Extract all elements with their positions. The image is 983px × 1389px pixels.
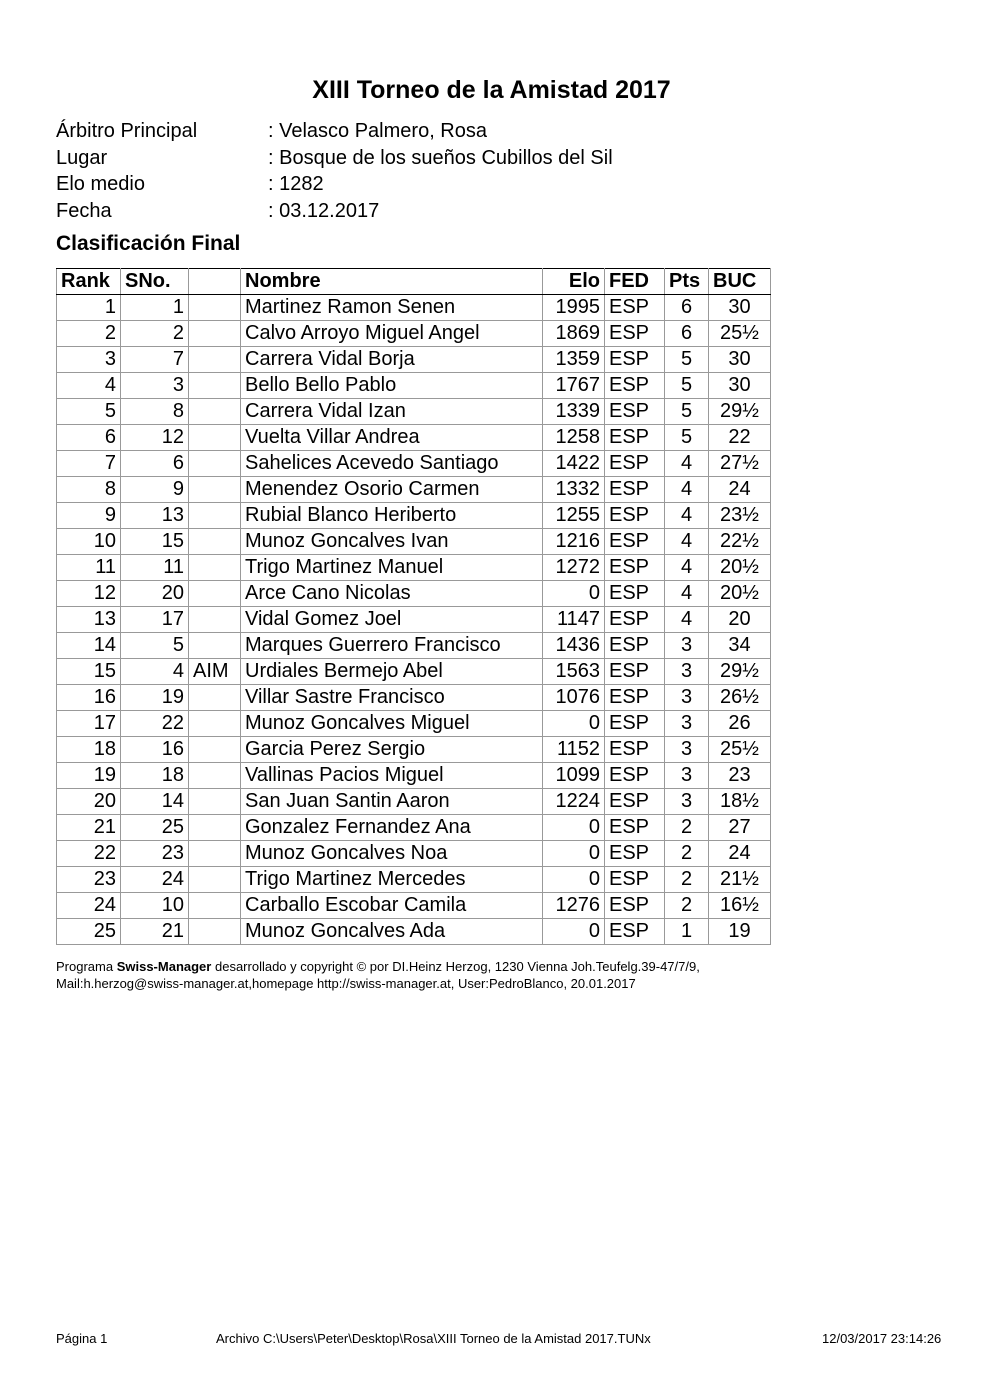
cell-name: San Juan Santin Aaron [241,789,543,815]
cell-title [189,763,241,789]
info-row-venue [56,145,613,172]
cell-sno: 16 [121,737,189,763]
cell-sno: 9 [121,477,189,503]
cell-sno: 7 [121,347,189,373]
cell-sno: 20 [121,581,189,607]
cell-sno: 17 [121,607,189,633]
cell-pts: 3 [665,685,709,711]
cell-rank: 21 [57,815,121,841]
cell-buc: 24 [709,477,771,503]
cell-elo: 1332 [543,477,605,503]
cell-elo: 1995 [543,295,605,321]
cell-fed: ESP [605,399,665,425]
cell-name: Calvo Arroyo Miguel Angel [241,321,543,347]
cell-buc: 29½ [709,399,771,425]
cell-pts: 2 [665,815,709,841]
cell-title [189,607,241,633]
info-label: Lugar [56,146,108,169]
cell-title [189,893,241,919]
table-row [57,503,771,529]
cell-elo: 1076 [543,685,605,711]
cell-elo: 0 [543,815,605,841]
credit-rest: desarrollado y copyright © por DI.Heinz Herzog, 1230 Vienna Joh.Teufelg.39-47/7/9, [214,959,700,974]
cell-fed: ESP [605,373,665,399]
cell-name: Vuelta Villar Andrea [241,425,543,451]
cell-title [189,789,241,815]
cell-elo: 1255 [543,503,605,529]
cell-name: Trigo Martinez Mercedes [241,867,543,893]
table-row [57,295,771,321]
cell-sno: 24 [121,867,189,893]
cell-sno: 22 [121,711,189,737]
cell-title [189,503,241,529]
info-value: : 03.12.2017 [268,199,380,222]
cell-fed: ESP [605,555,665,581]
cell-elo: 1422 [543,451,605,477]
cell-title [189,321,241,347]
cell-rank: 18 [57,737,121,763]
cell-fed: ESP [605,815,665,841]
table-row [57,789,771,815]
cell-name: Villar Sastre Francisco [241,685,543,711]
cell-fed: ESP [605,295,665,321]
cell-title: AIM [189,659,241,685]
column-header-sno: SNo. [121,269,189,295]
cell-rank: 14 [57,633,121,659]
cell-sno: 14 [121,789,189,815]
table-row [57,425,771,451]
cell-pts: 4 [665,529,709,555]
cell-elo: 1099 [543,763,605,789]
cell-pts: 2 [665,841,709,867]
cell-buc: 18½ [709,789,771,815]
cell-rank: 8 [57,477,121,503]
column-header-pts: Pts [665,269,709,295]
cell-title [189,815,241,841]
cell-title [189,841,241,867]
cell-rank: 22 [57,841,121,867]
cell-sno: 4 [121,659,189,685]
cell-name: Trigo Martinez Manuel [241,555,543,581]
cell-pts: 3 [665,737,709,763]
cell-buc: 27 [709,815,771,841]
cell-title [189,373,241,399]
cell-pts: 2 [665,867,709,893]
cell-rank: 24 [57,893,121,919]
cell-elo: 0 [543,841,605,867]
cell-title [189,867,241,893]
cell-elo: 0 [543,919,605,945]
cell-name: Sahelices Acevedo Santiago [241,451,543,477]
cell-name: Munoz Goncalves Ivan [241,529,543,555]
cell-buc: 30 [709,347,771,373]
credit-prefix: Programa [56,959,114,974]
cell-fed: ESP [605,737,665,763]
cell-rank: 1 [57,295,121,321]
program-name: Swiss-Manager [116,959,212,974]
cell-fed: ESP [605,503,665,529]
table-row [57,607,771,633]
table-row [57,347,771,373]
cell-buc: 30 [709,295,771,321]
cell-name: Gonzalez Fernandez Ana [241,815,543,841]
cell-pts: 4 [665,581,709,607]
cell-rank: 16 [57,685,121,711]
info-row-arbiter [56,118,613,145]
cell-elo: 1272 [543,555,605,581]
cell-elo: 1359 [543,347,605,373]
cell-name: Garcia Perez Sergio [241,737,543,763]
cell-fed: ESP [605,451,665,477]
cell-title [189,529,241,555]
cell-rank: 10 [57,529,121,555]
cell-name: Urdiales Bermejo Abel [241,659,543,685]
cell-fed: ESP [605,711,665,737]
cell-name: Martinez Ramon Senen [241,295,543,321]
cell-title [189,555,241,581]
table-row [57,893,771,919]
cell-rank: 25 [57,919,121,945]
cell-elo: 1436 [543,633,605,659]
table-row [57,763,771,789]
cell-title [189,711,241,737]
cell-buc: 16½ [709,893,771,919]
table-row [57,477,771,503]
cell-name: Rubial Blanco Heriberto [241,503,543,529]
cell-sno: 25 [121,815,189,841]
cell-sno: 21 [121,919,189,945]
cell-pts: 3 [665,711,709,737]
cell-buc: 26 [709,711,771,737]
column-header-buc: BUC [709,269,771,295]
cell-sno: 1 [121,295,189,321]
cell-name: Marques Guerrero Francisco [241,633,543,659]
cell-name: Munoz Goncalves Miguel [241,711,543,737]
cell-title [189,737,241,763]
table-row [57,555,771,581]
cell-buc: 19 [709,919,771,945]
cell-pts: 5 [665,399,709,425]
cell-sno: 2 [121,321,189,347]
cell-rank: 23 [57,867,121,893]
cell-sno: 18 [121,763,189,789]
cell-rank: 6 [57,425,121,451]
standings-body [57,295,771,945]
cell-sno: 12 [121,425,189,451]
cell-buc: 22 [709,425,771,451]
cell-buc: 21½ [709,867,771,893]
cell-pts: 2 [665,893,709,919]
cell-fed: ESP [605,321,665,347]
cell-fed: ESP [605,893,665,919]
cell-elo: 1276 [543,893,605,919]
cell-name: Carballo Escobar Camila [241,893,543,919]
cell-title [189,477,241,503]
cell-name: Carrera Vidal Borja [241,347,543,373]
cell-fed: ESP [605,919,665,945]
document-title: XIII Torneo de la Amistad 2017 [312,76,671,104]
table-row [57,919,771,945]
cell-elo: 1216 [543,529,605,555]
cell-fed: ESP [605,789,665,815]
cell-fed: ESP [605,867,665,893]
table-row [57,451,771,477]
cell-name: Menendez Osorio Carmen [241,477,543,503]
credit-line-1 [56,958,700,975]
tournament-info [56,118,613,224]
column-header-name: Nombre [241,269,543,295]
cell-rank: 9 [57,503,121,529]
table-row [57,373,771,399]
cell-elo: 1869 [543,321,605,347]
cell-buc: 24 [709,841,771,867]
table-row [57,321,771,347]
cell-sno: 15 [121,529,189,555]
cell-rank: 17 [57,711,121,737]
info-label: Árbitro Principal [56,120,198,142]
column-header-rank: Rank [57,269,121,295]
info-value: : Bosque de los sueños Cubillos del Sil [268,146,613,169]
cell-elo: 0 [543,711,605,737]
cell-pts: 6 [665,295,709,321]
cell-rank: 3 [57,347,121,373]
cell-elo: 1258 [543,425,605,451]
table-row [57,815,771,841]
info-value: : 1282 [268,173,324,195]
table-header-row [57,269,771,295]
standings-table [56,268,771,945]
cell-elo: 1767 [543,373,605,399]
cell-title [189,451,241,477]
cell-elo: 1339 [543,399,605,425]
table-row [57,711,771,737]
info-row-avg-elo [56,171,613,198]
table-row [57,737,771,763]
cell-pts: 5 [665,425,709,451]
cell-sno: 19 [121,685,189,711]
cell-buc: 25½ [709,321,771,347]
cell-pts: 3 [665,763,709,789]
table-row [57,867,771,893]
cell-rank: 7 [57,451,121,477]
cell-buc: 20½ [709,581,771,607]
cell-buc: 26½ [709,685,771,711]
cell-rank: 11 [57,555,121,581]
cell-fed: ESP [605,477,665,503]
cell-fed: ESP [605,685,665,711]
cell-buc: 23 [709,763,771,789]
table-row [57,685,771,711]
table-row [57,399,771,425]
cell-pts: 1 [665,919,709,945]
cell-rank: 5 [57,399,121,425]
cell-elo: 0 [543,867,605,893]
cell-fed: ESP [605,347,665,373]
info-value: : Velasco Palmero, Rosa [268,120,487,142]
cell-pts: 4 [665,503,709,529]
cell-title [189,347,241,373]
cell-pts: 4 [665,451,709,477]
cell-name: Munoz Goncalves Ada [241,919,543,945]
cell-elo: 0 [543,581,605,607]
cell-pts: 3 [665,633,709,659]
cell-name: Vidal Gomez Joel [241,607,543,633]
cell-buc: 29½ [709,659,771,685]
software-credit [56,958,700,992]
print-datetime: 12/03/2017 23:14:26 [822,1331,942,1346]
cell-pts: 4 [665,555,709,581]
cell-buc: 20 [709,607,771,633]
cell-pts: 6 [665,321,709,347]
file-path: Archivo C:\Users\Peter\Desktop\Rosa\XIII Torneo de la Amistad 2017.TUNx [216,1331,651,1346]
cell-name: Carrera Vidal Izan [241,399,543,425]
cell-title [189,633,241,659]
cell-sno: 5 [121,633,189,659]
column-header-title [189,269,241,295]
cell-fed: ESP [605,841,665,867]
cell-buc: 20½ [709,555,771,581]
cell-buc: 23½ [709,503,771,529]
cell-name: Munoz Goncalves Noa [241,841,543,867]
info-row-date [56,198,613,225]
cell-name: Arce Cano Nicolas [241,581,543,607]
cell-fed: ESP [605,659,665,685]
page-number: Página 1 [56,1331,108,1346]
cell-sno: 6 [121,451,189,477]
cell-buc: 25½ [709,737,771,763]
column-header-fed: FED [605,269,665,295]
cell-elo: 1563 [543,659,605,685]
cell-pts: 5 [665,373,709,399]
cell-fed: ESP [605,763,665,789]
cell-elo: 1147 [543,607,605,633]
cell-name: Bello Bello Pablo [241,373,543,399]
cell-rank: 15 [57,659,121,685]
cell-fed: ESP [605,581,665,607]
cell-sno: 3 [121,373,189,399]
cell-title [189,581,241,607]
table-row [57,841,771,867]
cell-rank: 19 [57,763,121,789]
cell-sno: 10 [121,893,189,919]
table-row [57,659,771,685]
cell-sno: 23 [121,841,189,867]
cell-rank: 2 [57,321,121,347]
cell-title [189,399,241,425]
cell-sno: 11 [121,555,189,581]
cell-pts: 3 [665,659,709,685]
cell-pts: 5 [665,347,709,373]
cell-rank: 12 [57,581,121,607]
cell-fed: ESP [605,529,665,555]
cell-pts: 3 [665,789,709,815]
cell-sno: 8 [121,399,189,425]
cell-fed: ESP [605,425,665,451]
cell-rank: 20 [57,789,121,815]
cell-buc: 34 [709,633,771,659]
cell-name: Vallinas Pacios Miguel [241,763,543,789]
column-header-elo: Elo [543,269,605,295]
cell-fed: ESP [605,607,665,633]
credit-line-2: Mail:h.herzog@swiss-manager.at,homepage http://swiss-manager.at, User:PedroBlanco, 20.01.2017 [56,976,636,991]
cell-title [189,919,241,945]
cell-title [189,425,241,451]
cell-elo: 1224 [543,789,605,815]
info-label: Elo medio [56,173,145,195]
table-row [57,581,771,607]
cell-rank: 13 [57,607,121,633]
cell-pts: 4 [665,607,709,633]
cell-title [189,295,241,321]
info-label: Fecha [56,199,112,222]
cell-rank: 4 [57,373,121,399]
cell-pts: 4 [665,477,709,503]
cell-fed: ESP [605,633,665,659]
cell-elo: 1152 [543,737,605,763]
table-row [57,529,771,555]
section-title: Clasificación Final [56,232,241,255]
cell-buc: 22½ [709,529,771,555]
table-row [57,633,771,659]
cell-buc: 27½ [709,451,771,477]
cell-buc: 30 [709,373,771,399]
cell-title [189,685,241,711]
cell-sno: 13 [121,503,189,529]
